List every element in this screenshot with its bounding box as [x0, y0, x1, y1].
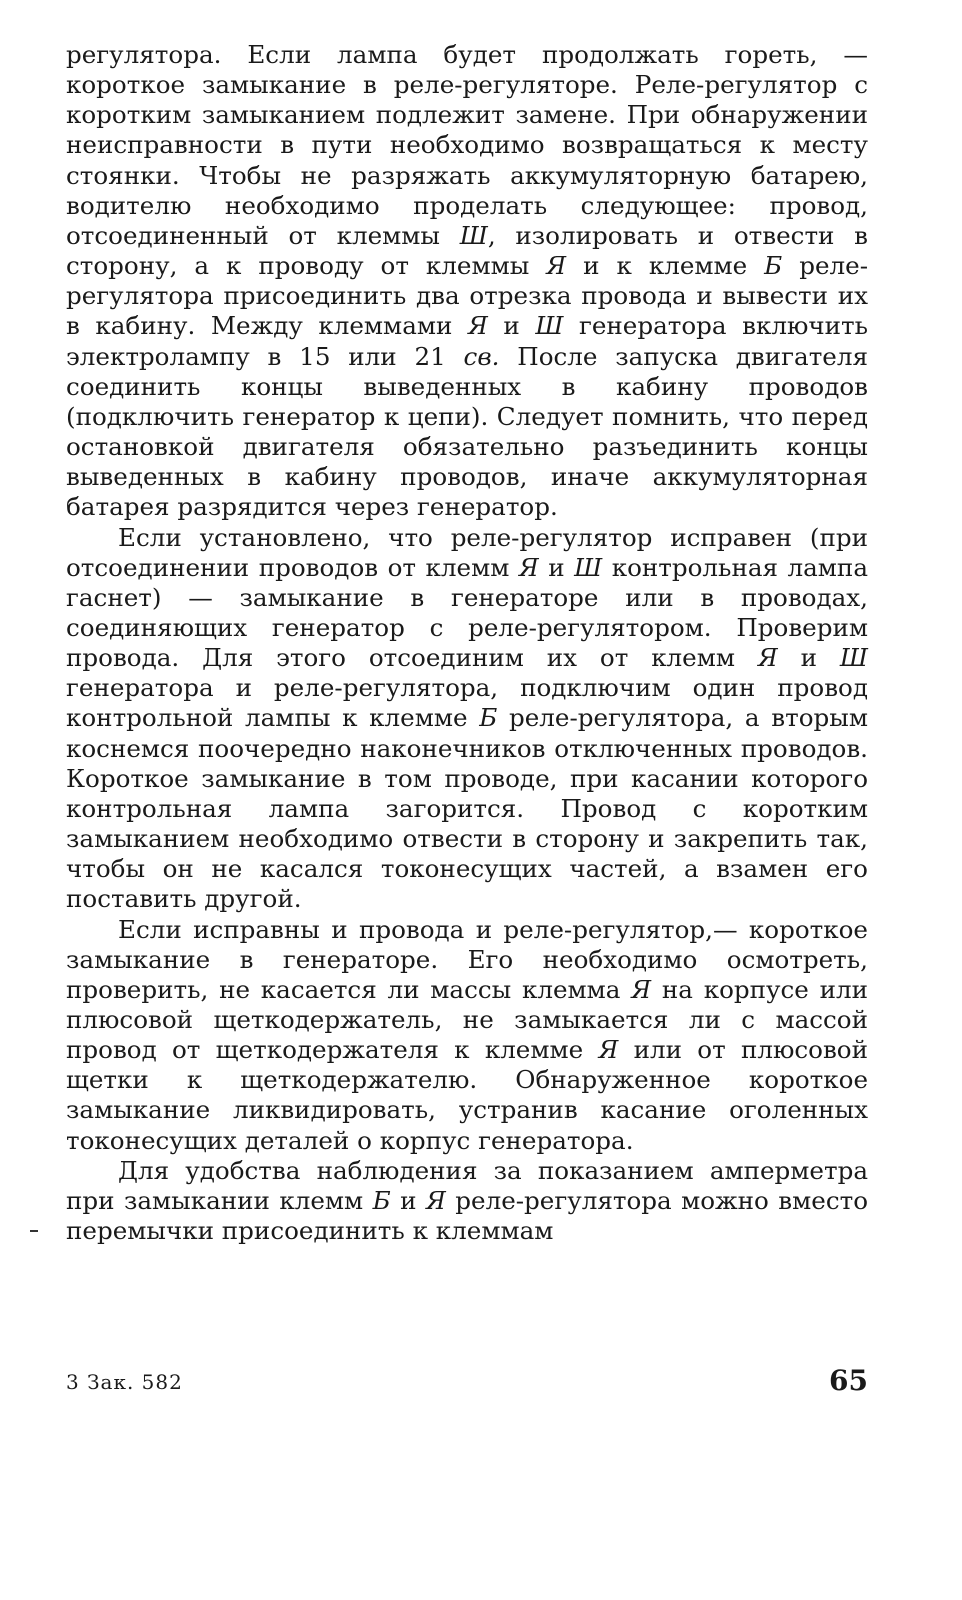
text-run: контрольная лампа гаснет) — замыкание в генераторе или в проводах, соединяющих генератор с реле-регулятором. Проверим провода. Для этого отсоединим их от клемм: [66, 552, 868, 673]
text-run: и: [777, 643, 840, 673]
italic-term: Б: [372, 1185, 391, 1215]
italic-term: Ш: [459, 220, 488, 250]
text-run: и к клемме: [566, 251, 765, 281]
text-run: реле-регулятора можно вместо перемычки присоединить к клеммам: [66, 1185, 869, 1246]
text-run: и: [538, 552, 575, 582]
italic-term: Я: [518, 552, 539, 582]
italic-term: св.: [463, 341, 500, 371]
italic-term: Я: [425, 1185, 446, 1215]
italic-term: Б: [479, 703, 498, 733]
italic-term: Б: [764, 251, 783, 281]
page-number: 65: [829, 1364, 868, 1397]
text-run: , изолировать и отвести в сторону, а к проводу от клеммы: [66, 220, 869, 281]
italic-term: Ш: [574, 552, 603, 582]
paragraph: [66, 915, 868, 1156]
text-run: Для удобства наблюдения за показанием амперметра при замыкании клемм: [66, 1155, 868, 1215]
italic-term: Ш: [535, 311, 564, 341]
paragraph: [66, 40, 868, 523]
paragraph: [66, 523, 868, 915]
italic-term: Я: [631, 974, 652, 1004]
text-run: регулятора. Если лампа будет продолжать гореть, — короткое замыкание в реле-регуляторе. Реле-регулятор с коротким замыканием подлежит замене. При обнаружении неисправности в пути необходимо возвращаться к месту стоянки. Чтобы не разряжать аккумуляторную батарею, водителю необходимо проделать следующее: провод, отсоединенный от клеммы: [66, 40, 868, 250]
margin-mark: [30, 1230, 38, 1232]
page-footer: [66, 1364, 868, 1404]
text-run: реле-регулятора, а вторым коснемся поочередно наконечников отключенных проводов. Короткое замыкание в том проводе, при касании которого контрольная лампа загорится. Провод с коротким замыканием необходимо отвести в сторону и закрепить так, чтобы он не касался токонесущих частей, а взамен его поставить другой.: [66, 703, 868, 914]
text-run: Если установлено, что реле-регулятор исправен (при отсоединении проводов от клемм: [66, 522, 868, 582]
paragraph: [66, 1156, 868, 1246]
italic-term: Я: [467, 311, 488, 341]
text-run: реле-регулятора присоединить два отрезка провода и вывести их в кабину. Между клеммами: [66, 251, 869, 341]
italic-term: Я: [598, 1035, 619, 1065]
text-run: генератора и реле-регулятора, подключим один провод контрольной лампы к клемме: [66, 673, 868, 733]
italic-term: Я: [757, 643, 778, 673]
text-run: на корпусе или плюсовой щеткодержатель, не замыкается ли с массой провод от щеткодержателя к клемме: [66, 974, 868, 1065]
text-run: или от плюсовой щетки к щеткодержателю. Обнаруженное короткое замыкание ликвидировать, устранив касание оголенных токонесущих деталей о корпус генератора.: [66, 1035, 868, 1155]
text-run: и: [390, 1185, 426, 1215]
page-body: [66, 40, 868, 1246]
text-run: После запуска двигателя соединить концы выведенных в кабину проводов (подключить генератор к цепи). Следует помнить, что перед остановкой двигателя обязательно разъединить концы выведенных в кабину проводов, иначе аккумуляторная батарея разрядится через генератор.: [66, 341, 868, 522]
italic-term: Я: [546, 251, 567, 281]
text-run: генератора включить электролампу в 15 или 21: [66, 311, 869, 371]
italic-term: Ш: [839, 643, 868, 673]
text-run: Если исправны и провода и реле-регулятор,— короткое замыкание в генераторе. Его необходимо осмотреть, проверить, не касается ли массы клемма: [66, 914, 868, 1004]
text-run: и: [487, 311, 536, 341]
printer-signature: 3 Зак. 582: [66, 1370, 183, 1394]
